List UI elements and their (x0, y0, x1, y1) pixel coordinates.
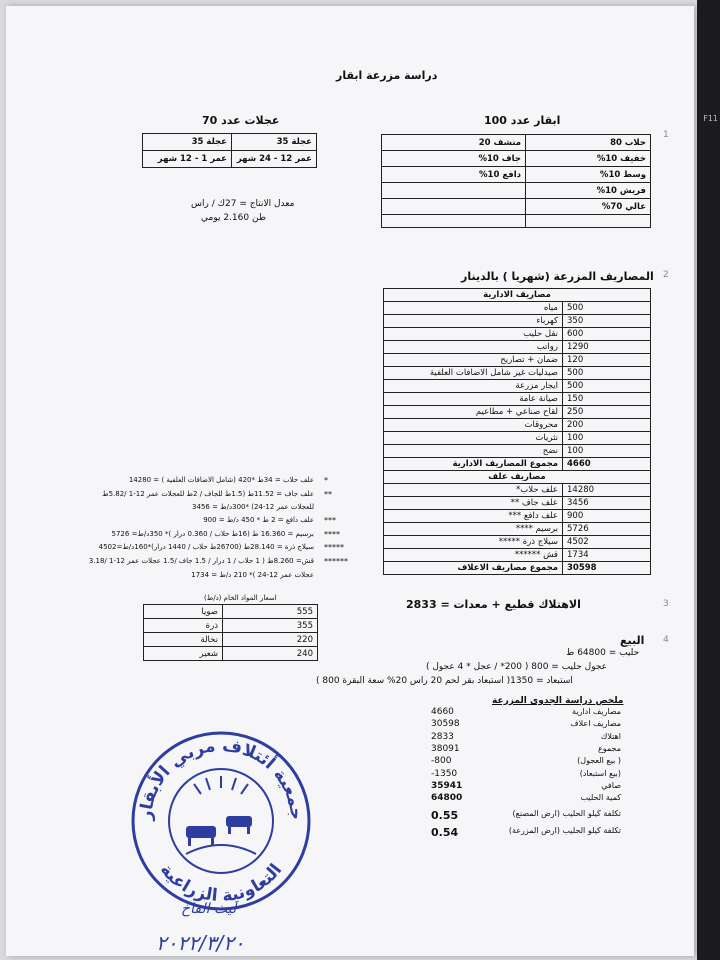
table-row (144, 633, 318, 647)
expense-value: 14280 (563, 484, 651, 497)
expense-value: 900 (563, 510, 651, 523)
summary-value: 0.55 (431, 809, 459, 823)
expense-label: ضمان + تصاريح (384, 354, 563, 367)
feed-note-marker: ****** (324, 557, 348, 566)
expense-label: سيلاج ذرة ***** (384, 536, 563, 549)
table-row: جاف 10% خفيف 10% (382, 151, 651, 167)
expense-value: 4660 (563, 458, 651, 471)
sales-title: البيع (620, 634, 645, 647)
table-row (384, 380, 651, 393)
table-row (384, 367, 651, 380)
expense-label: مياه (384, 302, 563, 315)
table-row (384, 432, 651, 445)
expense-value: 120 (563, 354, 651, 367)
sales-culling: استبعاد = 1350( استبعاد بقر لحم 20 راس 20% سعة البقرة 800 ) (316, 676, 573, 686)
section-number-4: 4 (663, 635, 669, 645)
feed-note-marker: ***** (324, 543, 344, 552)
expense-value: 500 (563, 302, 651, 315)
table-row (144, 619, 318, 633)
expense-label: ايجار مزرعة (384, 380, 563, 393)
cows-table (381, 134, 651, 228)
expense-value: 30598 (563, 562, 651, 575)
summary-label: كمية الحليب (580, 793, 621, 803)
summary-value: -800 (431, 756, 452, 767)
expense-value: 4502 (563, 536, 651, 549)
stamp-outer-ring (133, 733, 309, 909)
feed-header: مصاريف علف (384, 471, 651, 484)
summary-label: مصاريف اعلاف (570, 719, 621, 729)
cooperative-stamp (126, 726, 316, 916)
table-row (384, 289, 651, 302)
price-value: 555 (223, 605, 318, 619)
table-row: عالي 70% (382, 199, 651, 215)
expense-value: 600 (563, 328, 651, 341)
table-row (144, 605, 318, 619)
table-row (384, 536, 651, 549)
summary-label: مجموع (598, 743, 621, 753)
table-row (384, 328, 651, 341)
table-row (384, 445, 651, 458)
summary-label: مصاريف ادارية (572, 707, 621, 716)
expenses-title: المصاريف المزرعة (شهريا ) بالدينار (461, 270, 654, 283)
table-row (384, 497, 651, 510)
expense-label: نثريات (384, 432, 563, 445)
stamp-cow-icon (186, 816, 256, 854)
price-value: 355 (223, 619, 318, 633)
expense-label: صيدليات غير شامل الاضافات العلفية (384, 367, 563, 380)
feed-note: قش= 8.260ط ( 1 حلاب / 1 درار / 1.5 جاف /1.5 عجلات عمر 12-1 /3.18 (88, 557, 314, 565)
table-row (384, 484, 651, 497)
table-row (384, 523, 651, 536)
production-rate: معدل الانتاج = 27ك / راس (191, 199, 295, 209)
signature-date: ٢٠٢٢/٣/٢٠ (156, 931, 245, 955)
expense-value: 1734 (563, 549, 651, 562)
summary-value: 35941 (431, 780, 463, 791)
expense-label: علف حلاب* (384, 484, 563, 497)
sales-milk: حليب = 64800 ط (566, 648, 640, 658)
expense-label: مجموع المصاريف الادارية (384, 458, 563, 471)
section-number-1: 1 (663, 130, 669, 140)
expense-label: برسيم **** (384, 523, 563, 536)
table-row (384, 471, 651, 484)
signature-name: ليث الفاخ (181, 901, 237, 917)
expense-label: قش ****** (384, 549, 563, 562)
feed-note: علف دافع = 2 ط * 450 د/ط = 900 (203, 516, 314, 524)
expense-value: 1290 (563, 341, 651, 354)
summary-value: 38091 (431, 743, 460, 754)
price-material: ذرة (144, 619, 223, 633)
table-row (384, 458, 651, 471)
admin-header: مصاريف الادارية (384, 289, 651, 302)
feed-note: علف حلاب = 34ط *420 (شامل الاضافات العلفية ) = 14280 (128, 476, 314, 484)
prices-table (143, 604, 318, 661)
table-row: عمر 1 - 12 شهر عمر 12 - 24 شهر (143, 151, 317, 168)
expense-value: 100 (563, 445, 651, 458)
price-material: شعير (144, 647, 223, 661)
expense-label: محروقات (384, 419, 563, 432)
table-row (384, 419, 651, 432)
summary-value: 2833 (431, 731, 454, 742)
stamp-sun-icon (194, 776, 248, 794)
feed-note-marker: **** (324, 530, 340, 539)
table-row: عجلة 35 عجلة 35 (143, 134, 317, 151)
section-number-2: 2 (663, 270, 669, 280)
section-number-3: 3 (663, 599, 669, 609)
calves-title: عجلات عدد 70 (202, 114, 280, 127)
price-value: 240 (223, 647, 318, 661)
feed-note: للعجلات عمر 12-24) *300د/ط = 3456 (192, 503, 314, 511)
feed-note-marker: ** (324, 490, 332, 499)
summary-value: 4660 (431, 707, 454, 717)
expense-value: 350 (563, 315, 651, 328)
table-row (384, 549, 651, 562)
expense-value: 250 (563, 406, 651, 419)
table-row: منشف 20 حلاب 80 (382, 135, 651, 151)
dark-background-edge (697, 0, 720, 960)
table-row (382, 215, 651, 228)
summary-value: 30598 (431, 719, 460, 730)
expense-value: 500 (563, 367, 651, 380)
expense-label: صيانة عامة (384, 393, 563, 406)
expense-label: علف دافع *** (384, 510, 563, 523)
document-title: دراسة مزرعة ابقار (336, 69, 438, 82)
expense-label: لقاح صناعي + مطاعيم (384, 406, 563, 419)
summary-label: صافي (601, 780, 621, 790)
summary-label: تكلفة كيلو الحليب (ارض المصنع) (512, 809, 621, 819)
feed-note-marker: *** (324, 516, 336, 525)
depreciation: الاهتلاك قطيع + معدات = 2833 (406, 598, 581, 611)
feed-note: علف جاف = 11.52ط (1.5ط للجاف / 2ط للعجلات عمر 12-1 /5.82ط (102, 490, 314, 498)
expense-value: 3456 (563, 497, 651, 510)
expense-value: 500 (563, 380, 651, 393)
expense-label: نضح (384, 445, 563, 458)
table-row (384, 510, 651, 523)
table-row (384, 393, 651, 406)
edge-label: F11 (703, 114, 718, 123)
table-row: فريش 10% (382, 183, 651, 199)
summary-label: اهتلاك (600, 731, 621, 741)
table-row (384, 302, 651, 315)
expense-label: نقل حليب (384, 328, 563, 341)
table-row (384, 315, 651, 328)
stamp-bottom-text: التعاونية الزراعية (155, 860, 287, 907)
expense-label: كهرباء (384, 315, 563, 328)
summary-label: ( بيع العجول) (577, 756, 621, 766)
prices-title: اسعار المواد الخام (د/ط) (204, 594, 277, 602)
summary-value: -1350 (431, 768, 458, 779)
price-value: 220 (223, 633, 318, 647)
table-row: دافع 10% وسط 10% (382, 167, 651, 183)
cows-title: ابقار عدد 100 (484, 114, 561, 127)
sales-calves: عجول حليب = 800 ( 200* / عجل * 4 عجول ) (426, 662, 608, 672)
expense-label: مجموع مصاريف الاعلاف (384, 562, 563, 575)
feed-note: عجلات عمر 12-24 )* 210 د/ط = 1734 (191, 571, 314, 579)
summary-title: ملخص دراسة الجدوى المزرعة (492, 696, 624, 706)
expense-label: علف جاف ** (384, 497, 563, 510)
feed-note-marker: * (324, 476, 328, 485)
table-row (384, 562, 651, 575)
calves-table (142, 133, 317, 168)
table-row (384, 406, 651, 419)
expense-value: 150 (563, 393, 651, 406)
table-row (384, 354, 651, 367)
production-daily: طن 2.160 يومي (201, 213, 266, 223)
expense-label: رواتب (384, 341, 563, 354)
summary-label: (بيع استبعاد) (579, 768, 621, 778)
summary-value: 64800 (431, 793, 463, 804)
summary-value: 0.54 (431, 825, 459, 839)
expense-value: 200 (563, 419, 651, 432)
price-material: نخالة (144, 633, 223, 647)
feed-note: برسيم = 16.360 ط (16ط حلاب / 0.360 درار )* 350د/ط= 5726 (111, 530, 314, 538)
expense-value: 100 (563, 432, 651, 445)
table-row (384, 341, 651, 354)
document-page (6, 6, 694, 956)
summary-label: تكلفة كيلو الحليب (ارض المزرعة) (508, 825, 621, 835)
expense-value: 5726 (563, 523, 651, 536)
table-row (144, 647, 318, 661)
expenses-table (383, 288, 651, 575)
feed-note: سيلاج ذرة = 28.140ط (26700ط حلاب / 1440 درار)*160د/ط=4502 (98, 543, 314, 551)
stamp-top-text: جمعية أئتلاف مربي الأبقار (135, 735, 307, 821)
price-material: صويا (144, 605, 223, 619)
